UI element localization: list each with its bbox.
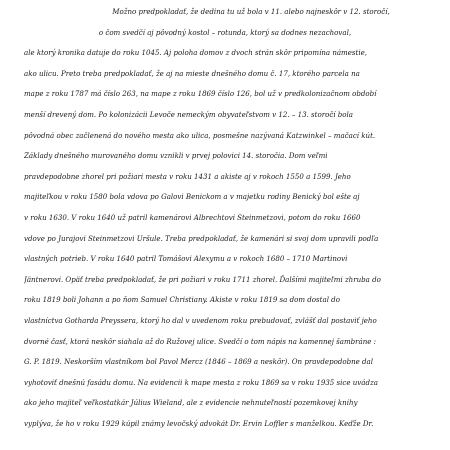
text-line: G. P. 1819. Neskorším vlastníkom bol Pavol Mercz (1846 – 1869 a neskôr). On pravdepodobne dal	[24, 357, 374, 367]
text-line: majiteľkou v roku 1580 bola vdova po Galovi Benickom a v majetku rodiny Benický bol ešte aj	[24, 192, 360, 202]
text-line: v roku 1630. V roku 1640 už patril kamenárovi Albrechtovi Steinmetzovi, potom do roku 1660	[24, 212, 361, 222]
text-line: pôvodná obec začlenená do nového mesta ako ulica, posmešne nazývaná Katzwinkel – mačací kút.	[24, 130, 376, 140]
text-line: o čom svedčí aj pôvodný kostol – rotunda, ktorý sa dodnes nezachoval,	[98, 27, 352, 37]
text-line: vyplýva, že ho v roku 1929 kúpil známy levočský advokát Dr. Ervin Loffler s manželkou. Keďže Dr.	[24, 418, 374, 428]
text-line: vlastníctva Gotharda Preyssera, ktorý ho dal v uvedenom roku prebudovať, zvlášť dal postaviť jeho	[24, 315, 377, 325]
text-line: dvorné časť, ktorá neskôr siahala až do Ružovej ulice. Svedčí o tom nápis na kamennej šambráne :	[24, 336, 377, 346]
text-line: ako jeho majiteľ veľkostatkár Július Wieland, ale z evidencie nehnuteľností pozemkovej knihy	[24, 398, 358, 408]
text-line: vyhotoviť dnešnú fasádu domu. Na evidencii k mape mesta z roku 1869 sa v roku 1935 sice uvádza	[24, 377, 378, 387]
text-line: Základy dnešného murovaného domu vznikli v prvej polovici 14. storočia. Dom veľmi	[24, 151, 328, 161]
text-line: pravdepodobne zhorel pri požiari mesta v roku 1431 a akiste aj v rokoch 1550 a 1599. Jeho	[24, 171, 351, 181]
text-line: Možno predpokladať, že dedina tu už bola v 11. alebo najneskôr v 12. storočí,	[112, 7, 390, 16]
text-line: vlastných potrieb. V roku 1640 patril Tomášovi Alexymu a v rokoch 1680 – 1710 Martinovi	[24, 254, 348, 264]
text-line: mape z roku 1787 má číslo 263, na mape z roku 1869 číslo 126, bol už v predkolonizačnom období	[24, 89, 377, 99]
text-line: menší drevený dom. Po kolonizácii Levoče nemeckým obyvateľstvom v 12. – 13. storočí bola	[24, 109, 354, 119]
text-line: ale ktorý kronika datuje do roku 1045. Aj poloha domov z dvoch strán skôr pripomína námestie,	[24, 48, 368, 58]
text-line: Jäntnerovi. Opäť treba predpokladať, že pri požiari v roku 1711 zhorel. Ďalšími majiteľmi zhruba do	[24, 274, 381, 284]
text-line: vdove po Jurajovi Steinmetzovi Uršule. Treba predpokladať, že kamenári si svoj dom upravili podľa	[24, 233, 379, 243]
text-line: roku 1819 boli Johann a po ňom Samuel Christiany. Akiste v roku 1819 sa dom dostal do	[24, 295, 340, 305]
document-body-text	[24, 2, 426, 434]
text-line: ako ulicu. Preto treba predpokladať, že aj na mieste dnešného domu č. 17, ktorého parcela na	[24, 68, 360, 78]
